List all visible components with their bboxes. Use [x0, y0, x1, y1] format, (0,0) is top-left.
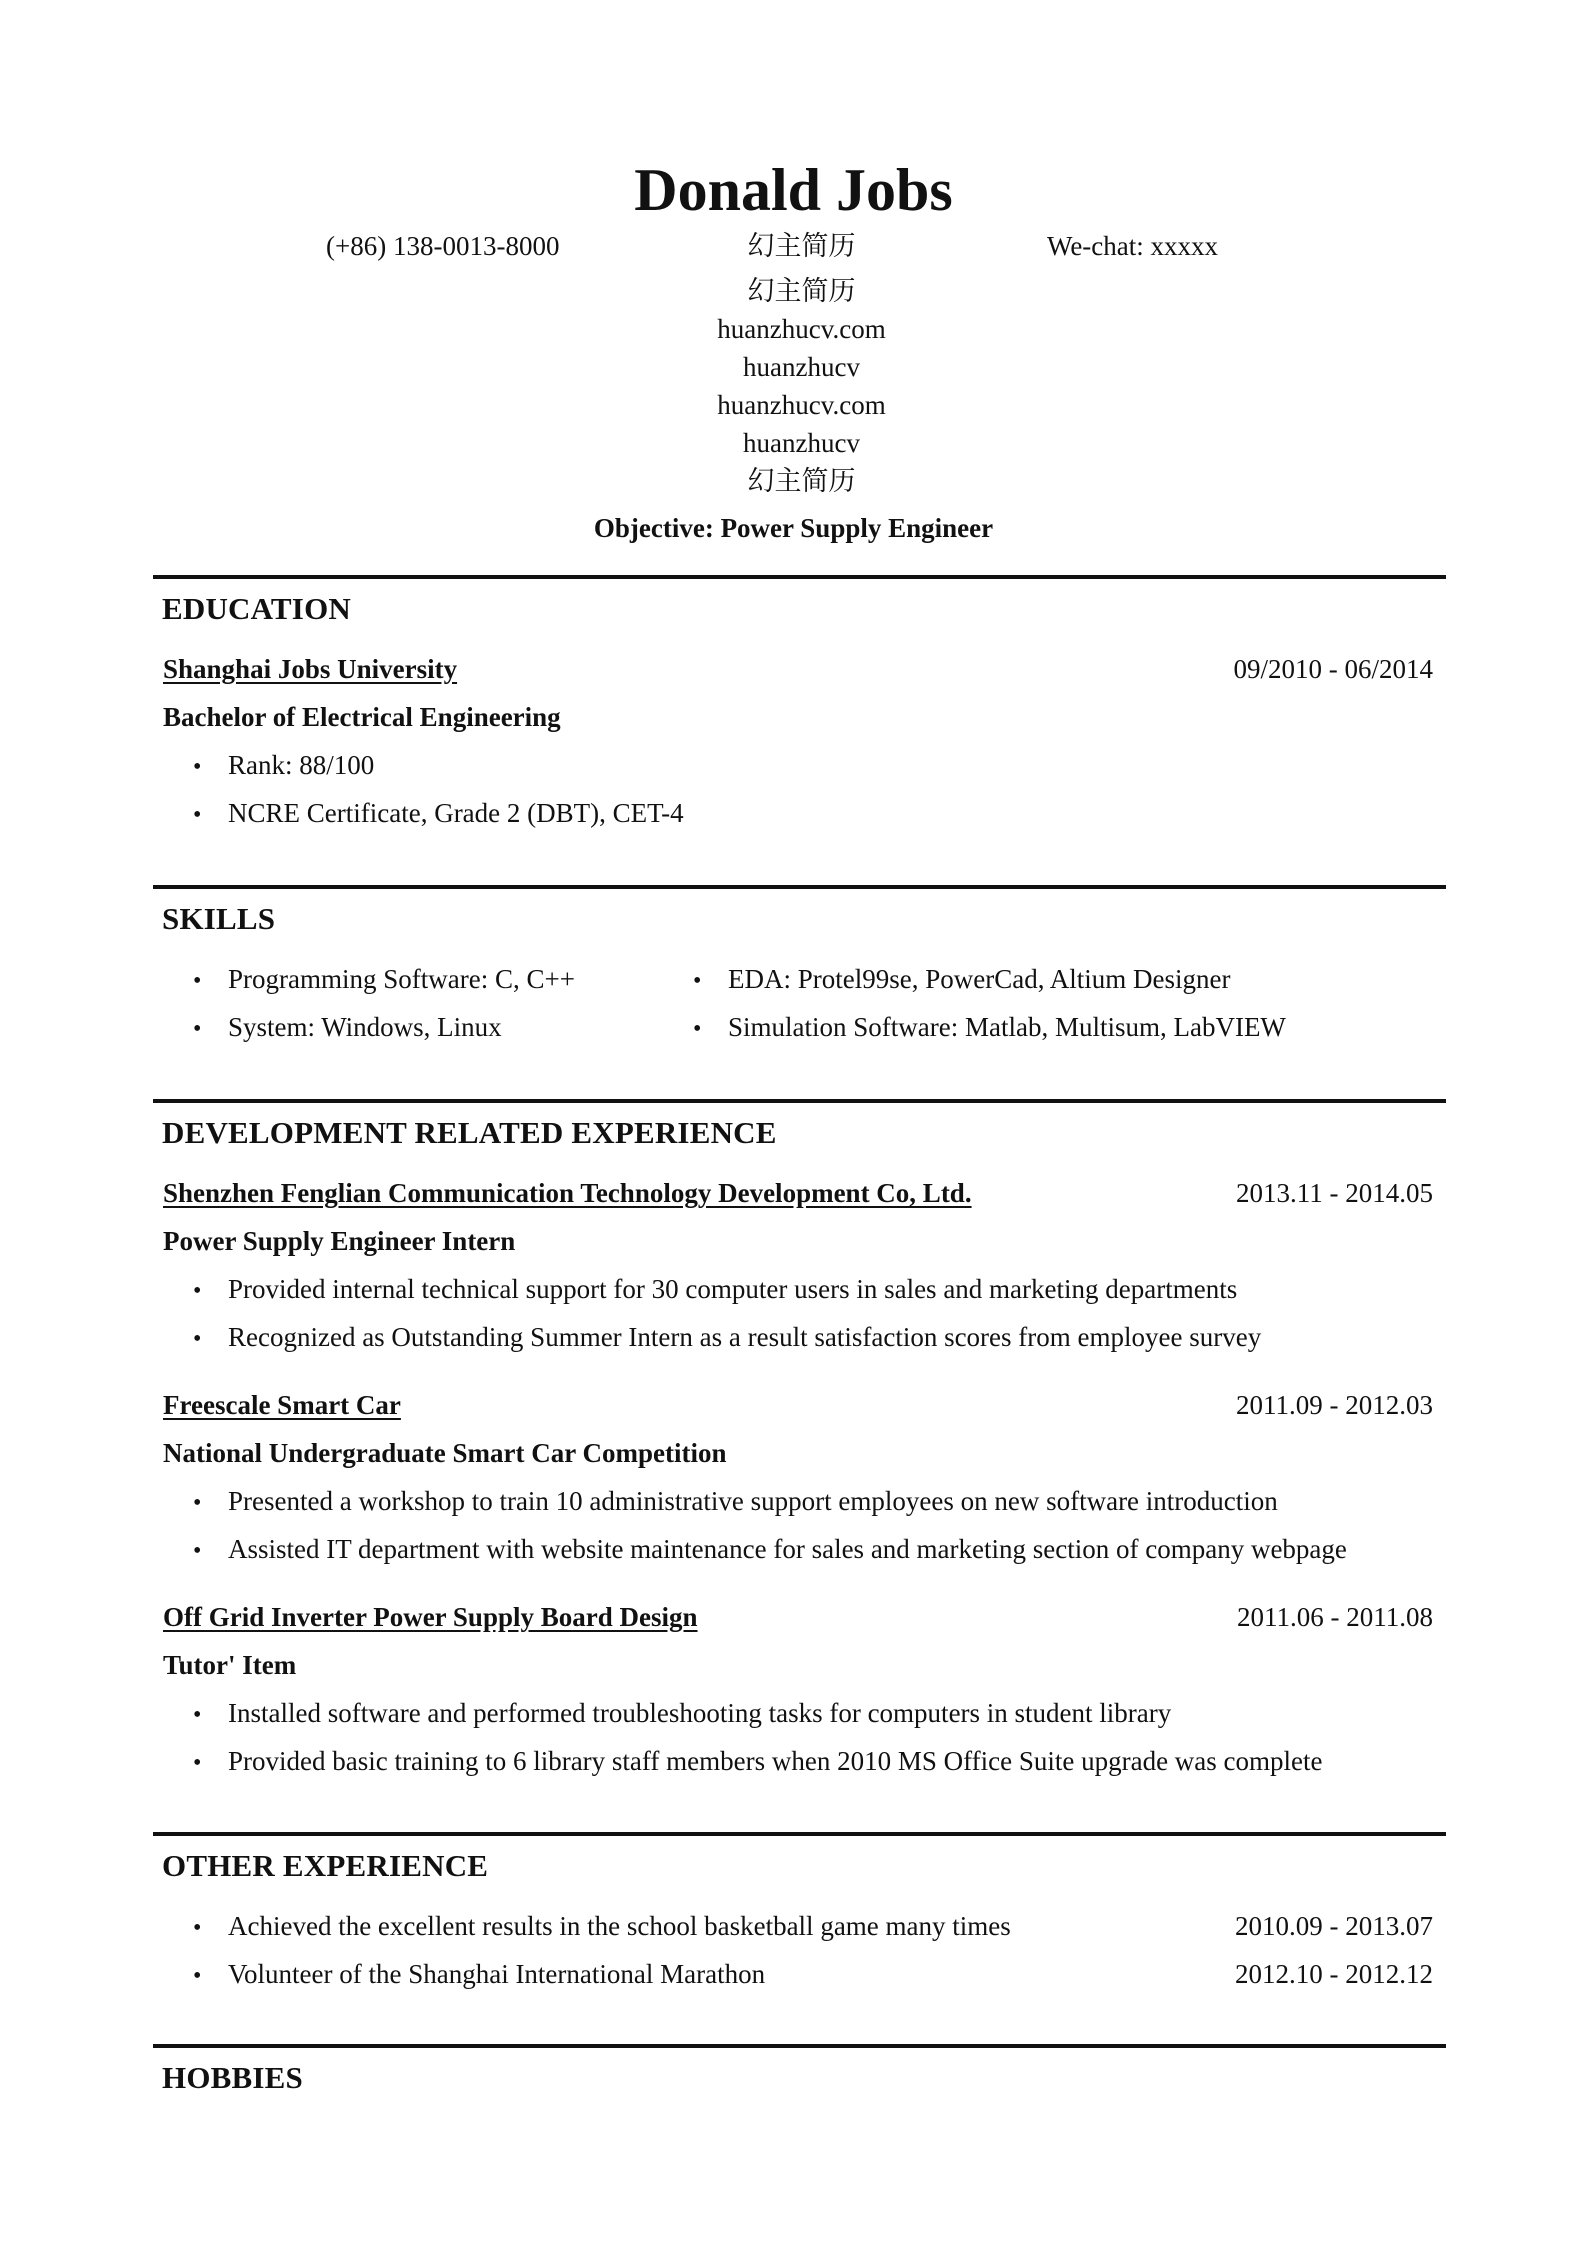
- bullet-icon: •: [193, 754, 202, 780]
- bullet-icon: •: [193, 1016, 202, 1042]
- bullet-icon: •: [693, 968, 702, 994]
- section-title-dev-experience: DEVELOPMENT RELATED EXPERIENCE: [162, 1115, 777, 1150]
- contact-center-line: huanzhucv.com: [717, 390, 886, 420]
- entry-date: 2011.06 - 2011.08: [1237, 1602, 1433, 1632]
- bullet-icon: •: [193, 1490, 202, 1516]
- list-item: • Simulation Software: Matlab, Multisum, LabVIEW: [693, 1009, 1286, 1047]
- list-item: • Rank: 88/100: [193, 747, 374, 785]
- entry-date: 2010.09 - 2013.07: [1235, 1911, 1433, 1941]
- list-item: • Programming Software: C, C++: [193, 961, 575, 999]
- bullet-icon: •: [193, 968, 202, 994]
- section-title-skills: SKILLS: [162, 901, 276, 936]
- section-title-education: EDUCATION: [162, 591, 351, 626]
- list-item: • Provided basic training to 6 library staff members when 2010 MS Office Suite upgrade was complete: [193, 1743, 1323, 1781]
- bullet-icon: •: [193, 802, 202, 828]
- organization-name: Freescale Smart Car: [163, 1390, 401, 1420]
- contact-row: [0, 228, 1587, 264]
- organization-name: Off Grid Inverter Power Supply Board Design: [163, 1602, 698, 1632]
- objective: Objective: Power Supply Engineer: [593, 513, 994, 543]
- bullet-icon: •: [193, 1915, 202, 1941]
- contact-center-line: 幻主简历: [747, 276, 856, 306]
- school-name: Shanghai Jobs University: [163, 654, 458, 684]
- bullet-icon: •: [193, 1278, 202, 1304]
- role-title: Tutor' Item: [163, 1650, 297, 1680]
- section-divider: [153, 885, 1446, 889]
- list-item: • Presented a workshop to train 10 administrative support employees on new software introduction: [193, 1483, 1278, 1521]
- section-title-hobbies: HOBBIES: [162, 2060, 303, 2095]
- section-title-other-experience: OTHER EXPERIENCE: [162, 1848, 489, 1883]
- bullet-icon: •: [193, 1702, 202, 1728]
- phone-number: (+86) 138-0013-8000: [326, 231, 560, 261]
- bullet-icon: •: [693, 1016, 702, 1042]
- contact-center-line: 幻主简历: [747, 231, 856, 261]
- section-divider: [153, 1832, 1446, 1836]
- list-item: • Assisted IT department with website maintenance for sales and marketing section of company webpage: [193, 1531, 1347, 1569]
- section-divider: [153, 2044, 1446, 2048]
- wechat-id: We-chat: xxxxx: [1047, 231, 1219, 261]
- contact-center-line: huanzhucv: [743, 352, 860, 382]
- candidate-name: Donald Jobs: [634, 157, 953, 223]
- section-divider: [153, 575, 1446, 579]
- education-date: 09/2010 - 06/2014: [1233, 654, 1433, 684]
- list-item: • EDA: Protel99se, PowerCad, Altium Designer: [693, 961, 1230, 999]
- bullet-icon: •: [193, 1538, 202, 1564]
- contact-center-line: huanzhucv: [743, 428, 860, 458]
- list-item: • Provided internal technical support for 30 computer users in sales and marketing departments: [193, 1271, 1237, 1309]
- role-title: Power Supply Engineer Intern: [163, 1226, 516, 1256]
- entry-date: 2013.11 - 2014.05: [1236, 1178, 1433, 1208]
- bullet-icon: •: [193, 1963, 202, 1989]
- list-item: • Achieved the excellent results in the school basketball game many times: [193, 1908, 1011, 1946]
- organization-name: Shenzhen Fenglian Communication Technology Development Co, Ltd.: [163, 1178, 972, 1208]
- contact-center-lines: [0, 272, 1587, 500]
- list-item: • Recognized as Outstanding Summer Intern as a result satisfaction scores from employee survey: [193, 1319, 1261, 1357]
- entry-date: 2011.09 - 2012.03: [1236, 1390, 1433, 1420]
- bullet-icon: •: [193, 1750, 202, 1776]
- section-divider: [153, 1099, 1446, 1103]
- degree: Bachelor of Electrical Engineering: [163, 702, 561, 732]
- contact-center-line: huanzhucv.com: [717, 314, 886, 344]
- list-item: • NCRE Certificate, Grade 2 (DBT), CET-4: [193, 795, 684, 833]
- role-title: National Undergraduate Smart Car Competition: [163, 1438, 727, 1468]
- bullet-icon: •: [193, 1326, 202, 1352]
- list-item: • System: Windows, Linux: [193, 1009, 502, 1047]
- list-item: • Installed software and performed troubleshooting tasks for computers in student library: [193, 1695, 1171, 1733]
- list-item: • Volunteer of the Shanghai International Marathon: [193, 1956, 765, 1994]
- contact-center-line: 幻主简历: [747, 466, 856, 496]
- entry-date: 2012.10 - 2012.12: [1235, 1959, 1433, 1989]
